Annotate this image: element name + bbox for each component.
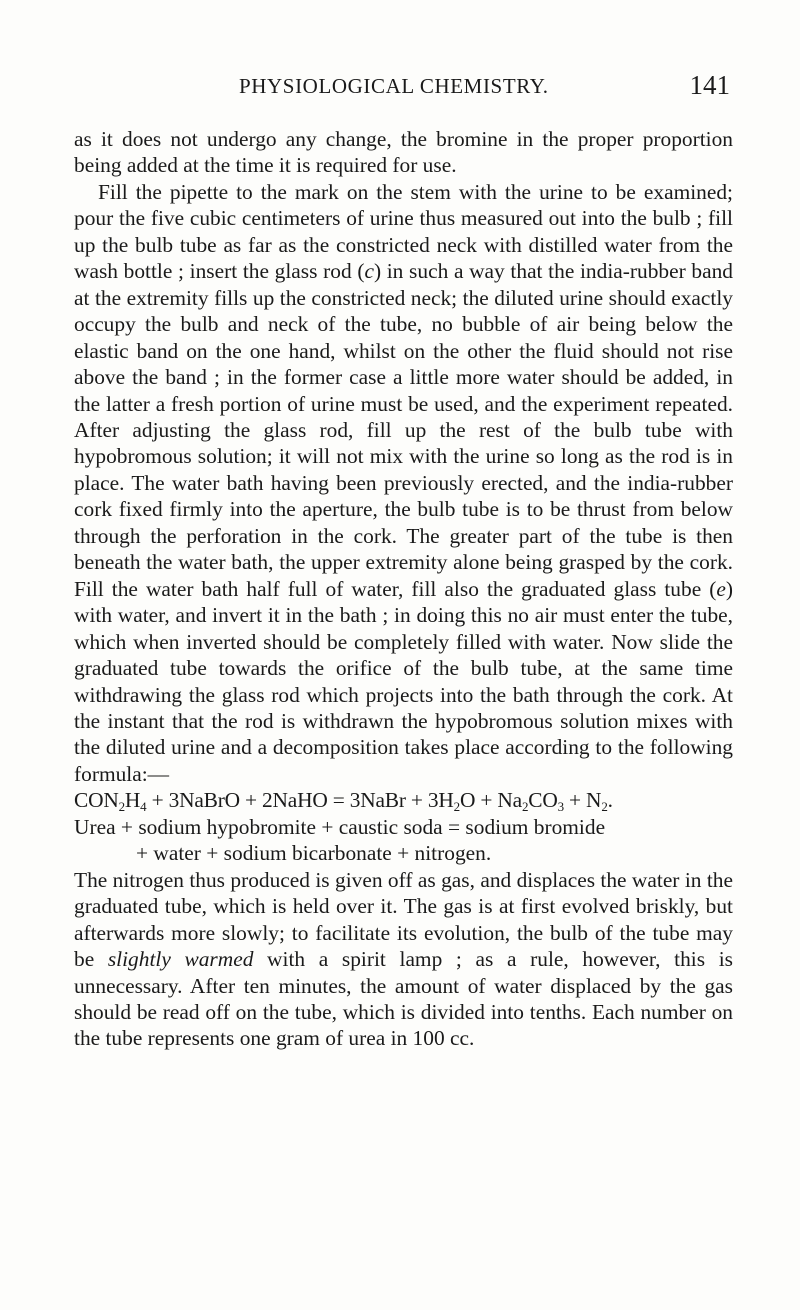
label-e: e (716, 576, 726, 601)
paragraph-continuation: as it does not undergo any change, the bromine in the proper proportion being added at the time it is required for use. (74, 127, 733, 178)
formula-words-line-1: Urea + sodium hypobromite + caustic soda = sodium bromide (74, 814, 606, 839)
paragraph-procedure: Fill the pipette to the mark on the stem with the urine to be examined; pour the five cubic centimeters of urine thus measured out into the bulb ; fill up the bulb tube as far as the constricted neck with distilled water from the wash bottle ; insert the glass rod (c) in such a way that the india-rubber band at the extremity fills up the constricted neck; the diluted urine should exactly occupy the bulb and neck of the tube, no bubble of air being below the elastic band on the one hand, whilst on the other the fluid should not rise above the band ; in the former case a little more water should be added, in the latter a fresh portion of urine must be used, and the experiment repeated. After adjusting the glass rod, fill up the rest of the bulb tube with hypobromous solution; it will not mix with the urine so long as the rod is in place. The water bath having been previously erected, and the india-rubber cork fixed firmly into the aperture, the bulb tube is to be thrust from below through the perforation in the cork. The greater part of the tube is then beneath the water bath, the upper extremity alone being grasped by the cork. Fill the water bath half full of water, fill also the graduated glass tube (e) with water, and invert it in the bath ; in doing this no air must enter the tube, which when inverted should be completely filled with water. Now slide the graduated tube towards the orifice of the bulb tube, at the same time withdrawing the glass rod which projects into the bath through the cork. At the instant that the rod is withdrawn the hypobromous solution mixes with the diluted urine and a decomposition takes place according to the following formula:— (74, 179, 733, 786)
body-text (74, 126, 733, 1052)
label-c: c (364, 259, 374, 284)
paragraph-closing: The nitrogen thus produced is given off as gas, and displaces the water in the graduated tube, which is held over it. The gas is at first evolved briskly, but afterwards more slowly; to facilitate its evolution, the bulb of the tube may be slightly warmed with a spirit lamp ; as a rule, however, this is unnecessary. After ten minutes, the amount of water displaced by the gas should be read off on the tube, which is divided into tenths. Each number on the tube represents one gram of urea in 100 cc. (74, 867, 733, 1051)
running-title: PHYSIOLOGICAL CHEMISTRY. (239, 74, 549, 98)
emphasis-slightly-warmed: slightly warmed (107, 947, 254, 972)
formula-words-line-2: + water + sodium bicarbonate + nitrogen. (136, 841, 492, 866)
chemical-formula: $CON_2H_4$ + 3NaBrO + 2NaHO = 3NaBr + $3H_2O + Na_2CO_3 + N_2$. (74, 788, 613, 815)
page-number: 141 (689, 70, 730, 100)
